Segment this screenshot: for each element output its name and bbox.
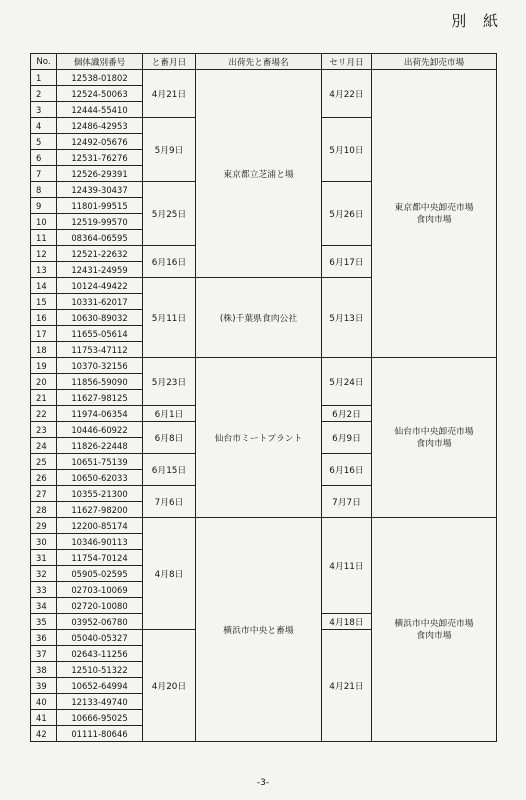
cell-slaughterhouse: 東京都立芝浦と場 xyxy=(196,70,322,278)
cell-no: 20 xyxy=(31,374,57,390)
header-slaughterhouse: 出荷先と畜場名 xyxy=(196,54,322,70)
market-name-line2: 食肉市場 xyxy=(416,214,452,225)
header-row xyxy=(31,54,497,70)
cell-auction-date: 7月7日 xyxy=(322,486,372,518)
header-slaughter-date: と畜月日 xyxy=(143,54,196,70)
cell-no: 4 xyxy=(31,118,57,134)
cell-individual-id: 12444-55410 xyxy=(57,102,143,118)
cell-no: 22 xyxy=(31,406,57,422)
cell-auction-date: 4月18日 xyxy=(322,614,372,630)
cell-slaughter-date: 6月1日 xyxy=(143,406,196,422)
cell-no: 28 xyxy=(31,502,57,518)
cell-no: 33 xyxy=(31,582,57,598)
cell-individual-id: 08364-06595 xyxy=(57,230,143,246)
cell-auction-date: 6月17日 xyxy=(322,246,372,278)
cell-no: 25 xyxy=(31,454,57,470)
cell-no: 15 xyxy=(31,294,57,310)
cell-individual-id: 10331-62017 xyxy=(57,294,143,310)
cell-individual-id: 11754-70124 xyxy=(57,550,143,566)
cell-no: 26 xyxy=(31,470,57,486)
cell-individual-id: 12510-51322 xyxy=(57,662,143,678)
cell-individual-id: 11627-98200 xyxy=(57,502,143,518)
market-name-line1: 東京都中央卸売市場 xyxy=(394,202,474,213)
cell-no: 14 xyxy=(31,278,57,294)
cell-individual-id: 05905-02595 xyxy=(57,566,143,582)
cell-no: 7 xyxy=(31,166,57,182)
cell-market xyxy=(372,518,497,742)
cell-individual-id: 10370-32156 xyxy=(57,358,143,374)
cell-slaughter-date: 6月16日 xyxy=(143,246,196,278)
cell-no: 2 xyxy=(31,86,57,102)
cell-auction-date: 6月9日 xyxy=(322,422,372,454)
cell-no: 39 xyxy=(31,678,57,694)
cell-no: 30 xyxy=(31,534,57,550)
cell-no: 6 xyxy=(31,150,57,166)
cell-slaughter-date: 5月25日 xyxy=(143,182,196,246)
cell-no: 23 xyxy=(31,422,57,438)
cell-individual-id: 12133-49740 xyxy=(57,694,143,710)
cell-no: 5 xyxy=(31,134,57,150)
cell-no: 16 xyxy=(31,310,57,326)
market-name-line2: 食肉市場 xyxy=(416,630,452,641)
cell-auction-date: 4月21日 xyxy=(322,630,372,742)
cell-no: 34 xyxy=(31,598,57,614)
cell-auction-date: 5月13日 xyxy=(322,278,372,358)
cell-slaughterhouse: 横浜市中央と畜場 xyxy=(196,518,322,742)
cell-no: 37 xyxy=(31,646,57,662)
cell-slaughter-date: 4月20日 xyxy=(143,630,196,742)
cell-market xyxy=(372,70,497,358)
cell-individual-id: 02703-10069 xyxy=(57,582,143,598)
cell-no: 35 xyxy=(31,614,57,630)
cell-no: 36 xyxy=(31,630,57,646)
cell-slaughter-date: 5月9日 xyxy=(143,118,196,182)
cell-individual-id: 12492-05676 xyxy=(57,134,143,150)
cell-no: 12 xyxy=(31,246,57,262)
cell-slaughterhouse: (株)千葉県食肉公社 xyxy=(196,278,322,358)
cell-no: 41 xyxy=(31,710,57,726)
betsushi-label: 別 紙 xyxy=(451,12,504,30)
cell-auction-date: 4月22日 xyxy=(322,70,372,118)
cell-no: 17 xyxy=(31,326,57,342)
cell-individual-id: 12524-50063 xyxy=(57,86,143,102)
cell-individual-id: 02643-11256 xyxy=(57,646,143,662)
cell-no: 21 xyxy=(31,390,57,406)
header-individual-id: 個体識別番号 xyxy=(57,54,143,70)
cell-individual-id: 11627-98125 xyxy=(57,390,143,406)
market-name-line1: 横浜市中央卸売市場 xyxy=(394,618,474,629)
cell-individual-id: 10651-75139 xyxy=(57,454,143,470)
header-market: 出荷先卸売市場 xyxy=(372,54,497,70)
cell-no: 9 xyxy=(31,198,57,214)
cell-no: 32 xyxy=(31,566,57,582)
cell-individual-id: 11753-47112 xyxy=(57,342,143,358)
cell-slaughter-date: 4月8日 xyxy=(143,518,196,630)
cell-auction-date: 5月24日 xyxy=(322,358,372,406)
cell-individual-id: 12486-42953 xyxy=(57,118,143,134)
cell-no: 8 xyxy=(31,182,57,198)
cell-individual-id: 10650-62033 xyxy=(57,470,143,486)
cell-individual-id: 11856-59090 xyxy=(57,374,143,390)
cell-individual-id: 10446-60922 xyxy=(57,422,143,438)
cell-slaughter-date: 6月8日 xyxy=(143,422,196,454)
page-number: -3- xyxy=(256,778,270,788)
cell-no: 42 xyxy=(31,726,57,742)
cell-individual-id: 05040-05327 xyxy=(57,630,143,646)
cell-individual-id: 11974-06354 xyxy=(57,406,143,422)
cell-no: 10 xyxy=(31,214,57,230)
cell-individual-id: 03952-06780 xyxy=(57,614,143,630)
cell-individual-id: 12200-85174 xyxy=(57,518,143,534)
cell-slaughter-date: 6月15日 xyxy=(143,454,196,486)
cell-auction-date: 5月10日 xyxy=(322,118,372,182)
cell-slaughter-date: 5月11日 xyxy=(143,278,196,358)
cell-no: 11 xyxy=(31,230,57,246)
cell-individual-id: 11801-99515 xyxy=(57,198,143,214)
table-row xyxy=(31,518,497,534)
cell-individual-id: 10652-64994 xyxy=(57,678,143,694)
cell-no: 24 xyxy=(31,438,57,454)
cell-individual-id: 12526-29391 xyxy=(57,166,143,182)
table-row xyxy=(31,70,497,86)
cell-individual-id: 12531-76276 xyxy=(57,150,143,166)
shipment-table xyxy=(30,53,497,742)
cell-no: 3 xyxy=(31,102,57,118)
cell-individual-id: 10630-89032 xyxy=(57,310,143,326)
header-auction-date: セリ月日 xyxy=(322,54,372,70)
cell-individual-id: 12519-99570 xyxy=(57,214,143,230)
cell-individual-id: 11655-05614 xyxy=(57,326,143,342)
cell-individual-id: 12439-30437 xyxy=(57,182,143,198)
cell-auction-date: 6月16日 xyxy=(322,454,372,486)
market-name-line1: 仙台市中央卸売市場 xyxy=(394,426,474,437)
cell-individual-id: 10666-95025 xyxy=(57,710,143,726)
cell-no: 19 xyxy=(31,358,57,374)
cell-auction-date: 6月2日 xyxy=(322,406,372,422)
cell-slaughter-date: 5月23日 xyxy=(143,358,196,406)
cell-no: 40 xyxy=(31,694,57,710)
cell-individual-id: 10346-90113 xyxy=(57,534,143,550)
cell-no: 27 xyxy=(31,486,57,502)
cell-individual-id: 12431-24959 xyxy=(57,262,143,278)
cell-no: 31 xyxy=(31,550,57,566)
cell-individual-id: 02720-10080 xyxy=(57,598,143,614)
cell-auction-date: 4月11日 xyxy=(322,518,372,614)
cell-individual-id: 01111-80646 xyxy=(57,726,143,742)
cell-no: 13 xyxy=(31,262,57,278)
cell-individual-id: 12538-01802 xyxy=(57,70,143,86)
market-name-line2: 食肉市場 xyxy=(416,438,452,449)
table-body xyxy=(31,70,497,742)
cell-auction-date: 5月26日 xyxy=(322,182,372,246)
cell-no: 29 xyxy=(31,518,57,534)
header-no: No. xyxy=(31,54,57,70)
cell-no: 18 xyxy=(31,342,57,358)
table-row xyxy=(31,358,497,374)
cell-slaughter-date: 4月21日 xyxy=(143,70,196,118)
cell-individual-id: 11826-22448 xyxy=(57,438,143,454)
cell-no: 1 xyxy=(31,70,57,86)
cell-slaughterhouse: 仙台市ミートプラント xyxy=(196,358,322,518)
cell-individual-id: 12521-22632 xyxy=(57,246,143,262)
cell-slaughter-date: 7月6日 xyxy=(143,486,196,518)
cell-individual-id: 10124-49422 xyxy=(57,278,143,294)
cell-individual-id: 10355-21300 xyxy=(57,486,143,502)
cell-market xyxy=(372,358,497,518)
cell-no: 38 xyxy=(31,662,57,678)
